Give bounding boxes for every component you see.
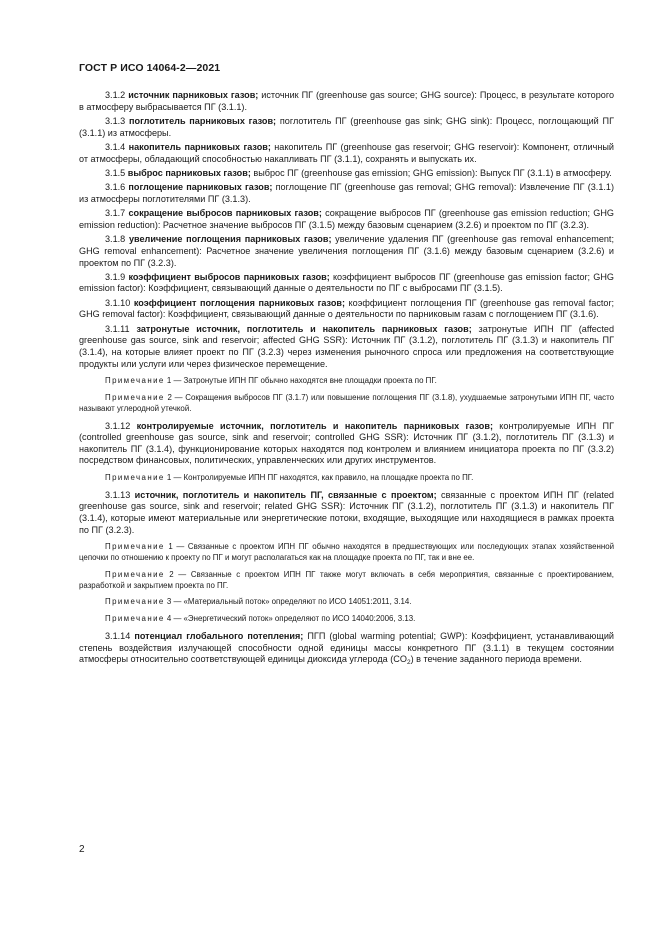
document-body bbox=[79, 90, 614, 669]
note-3-1-13-1: Примечание 1 — Связанные с проектом ИПН ПГ обычно находятся в предшествующих или последующих этапах хозяйственной цепочки по отношению к проекту по ПГ и могут располагаться как на площадке проекта по ПГ, так и вне ее. bbox=[79, 542, 614, 562]
note-3-1-11-2: Примечание 2 — Сокращения выбросов ПГ (3.1.7) или повышение поглощения ПГ (3.1.8), ухудшаемые затронутыми ИПН ПГ, часто называют углеродной утечкой. bbox=[79, 393, 614, 413]
term-3-1-10: 3.1.10 коэффициент поглощения парниковых газов; коэффициент поглощения ПГ (greenhouse gas removal factor; GHG removal factor): Коэффициент, связывающий данные о деятельности по парниковым газам с поглощением ПГ (3.1.6). bbox=[79, 297, 615, 320]
term-3-1-3: 3.1.3 поглотитель парниковых газов; поглотитель ПГ (greenhouse gas sink; GHG sink): Процесс, поглощающий ПГ (3.1.1) из атмосферы. bbox=[79, 115, 614, 138]
note-3-1-11-1: Примечание 1 — Затронутые ИПН ПГ обычно находятся вне площадки проекта по ПГ. bbox=[105, 376, 437, 386]
term-3-1-14: 3.1.14 потенциал глобального потепления; ПГП (global warming potential; GWP): Коэффициент, устанавливающий степень воздействия излучающей способности одной единицы массы конкретного ПГ (3.1.1) в текущем состоянии атмосферы относительно соответствующей единицы диоксида углерода $(CO_2)$ в течение заданного периода времени. bbox=[79, 630, 614, 667]
term-3-1-2: 3.1.2 источник парниковых газов; источник ПГ (greenhouse gas source; GHG source): Процесс, в результате которого в атмосферу выбрасывается ПГ (3.1.1). bbox=[79, 90, 615, 112]
term-3-1-13: 3.1.13 источник, поглотитель и накопитель ПГ, связанные с проектом; связанные с проектом ИПН ПГ (related greenhouse gas source, sink and reservoir; related GHG SSR): Источник ПГ (3.1.2), поглотитель ПГ (3.1.3) и накопитель ПГ (3.1.4), которые имеют материальные или энергетические потоки, входящие, выходящие или находящиеся в рамках проекта по ПГ (3.2.3). bbox=[79, 489, 614, 535]
term-3-1-12: 3.1.12 контролируемые источник, поглотитель и накопитель парниковых газов; контролируемые ИПН ПГ (controlled greenhouse gas source, sink and reservoir; controlled GHG SSR): Источник ПГ (3.1.2), поглотитель ПГ (3.1.3) и накопитель ПГ (3.1.4), функционирование которых находятся под контролем и влиянием инициатора проекта по ПГ (3.3.2) посредством финансовых, политических, управленческих или других инструментов. bbox=[79, 420, 614, 466]
term-3-1-7: 3.1.7 сокращение выбросов парниковых газов; сокращение выбросов ПГ (greenhouse gas emission reduction; GHG emission reduction): Расчетное значение выбросов ПГ (3.1.5) между базовым сценарием (3.2.6) и проектом по ПГ (3.2.3). bbox=[79, 208, 615, 230]
term-3-1-9: 3.1.9 коэффициент выбросов парниковых газов; коэффициент выбросов ПГ (greenhouse gas emission factor; GHG emission factor): Коэффициент, связывающий данные о деятельности по ПГ с выбросами ПГ (3.1.5). bbox=[79, 271, 614, 294]
document-header: ГОСТ Р ИСО 14064-2—2021 bbox=[79, 62, 221, 74]
note-3-1-12-1: Примечание 1 — Контролируемые ИПН ПГ находятся, как правило, на площадке проекта по ПГ. bbox=[105, 473, 474, 482]
term-3-1-6: 3.1.6 поглощение парниковых газов; поглощение ПГ (greenhouse gas removal; GHG removal): Извлечение ПГ (3.1.1) из атмосферы поглотителями ПГ (3.1.3). bbox=[79, 182, 614, 204]
term-3-1-8: 3.1.8 увеличение поглощения парниковых газов; увеличение удаления ПГ (greenhouse gas removal enhancement; GHG removal enhancement): Расчетное значение увеличения поглощения ПГ (3.1.6) между базовым сценарием (3.2.6) и проектом по ПГ (3.2.3). bbox=[79, 234, 614, 268]
term-3-1-4: 3.1.4 накопитель парниковых газов; накопитель ПГ (greenhouse gas reservoir; GHG reservoir): Компонент, отличный от атмосферы, обладающий способностью накапливать ПГ (3.1.1), сохранять и выпускать их. bbox=[79, 141, 614, 164]
note-3-1-13-2: Примечание 2 — Связанные с проектом ИПН ПГ также могут включать в себя мероприятия, связанные с проектированием, разработкой и закрытием проекта по ПГ. bbox=[79, 569, 614, 590]
note-3-1-13-4: Примечание 4 — «Энергетический поток» определяют по ИСО 14040:2006, 3.13. bbox=[105, 614, 416, 624]
term-3-1-5: 3.1.5 выброс парниковых газов; выброс ПГ (greenhouse gas emission; GHG emission): Выпуск ПГ (3.1.1) в атмосферу. bbox=[105, 167, 612, 178]
note-3-1-13-3: Примечание 3 — «Материальный поток» определяют по ИСО 14051:2011, 3.14. bbox=[105, 597, 412, 607]
term-3-1-11: 3.1.11 затронутые источник, поглотитель и накопитель парниковых газов; затронутые ИПН ПГ (affected greenhouse gas source, sink and reservoir; affected GHG SSR): Источник ПГ (3.1.2), поглотитель ПГ (3.1.3) и накопитель ПГ (3.1.4), на которые влияет проект по ПГ (3.2.3) через изменения рыночного спроса или предложения на соответствующие продукты или услуги или через физическое перемещение. bbox=[79, 323, 614, 369]
page-number: 2 bbox=[79, 844, 85, 855]
